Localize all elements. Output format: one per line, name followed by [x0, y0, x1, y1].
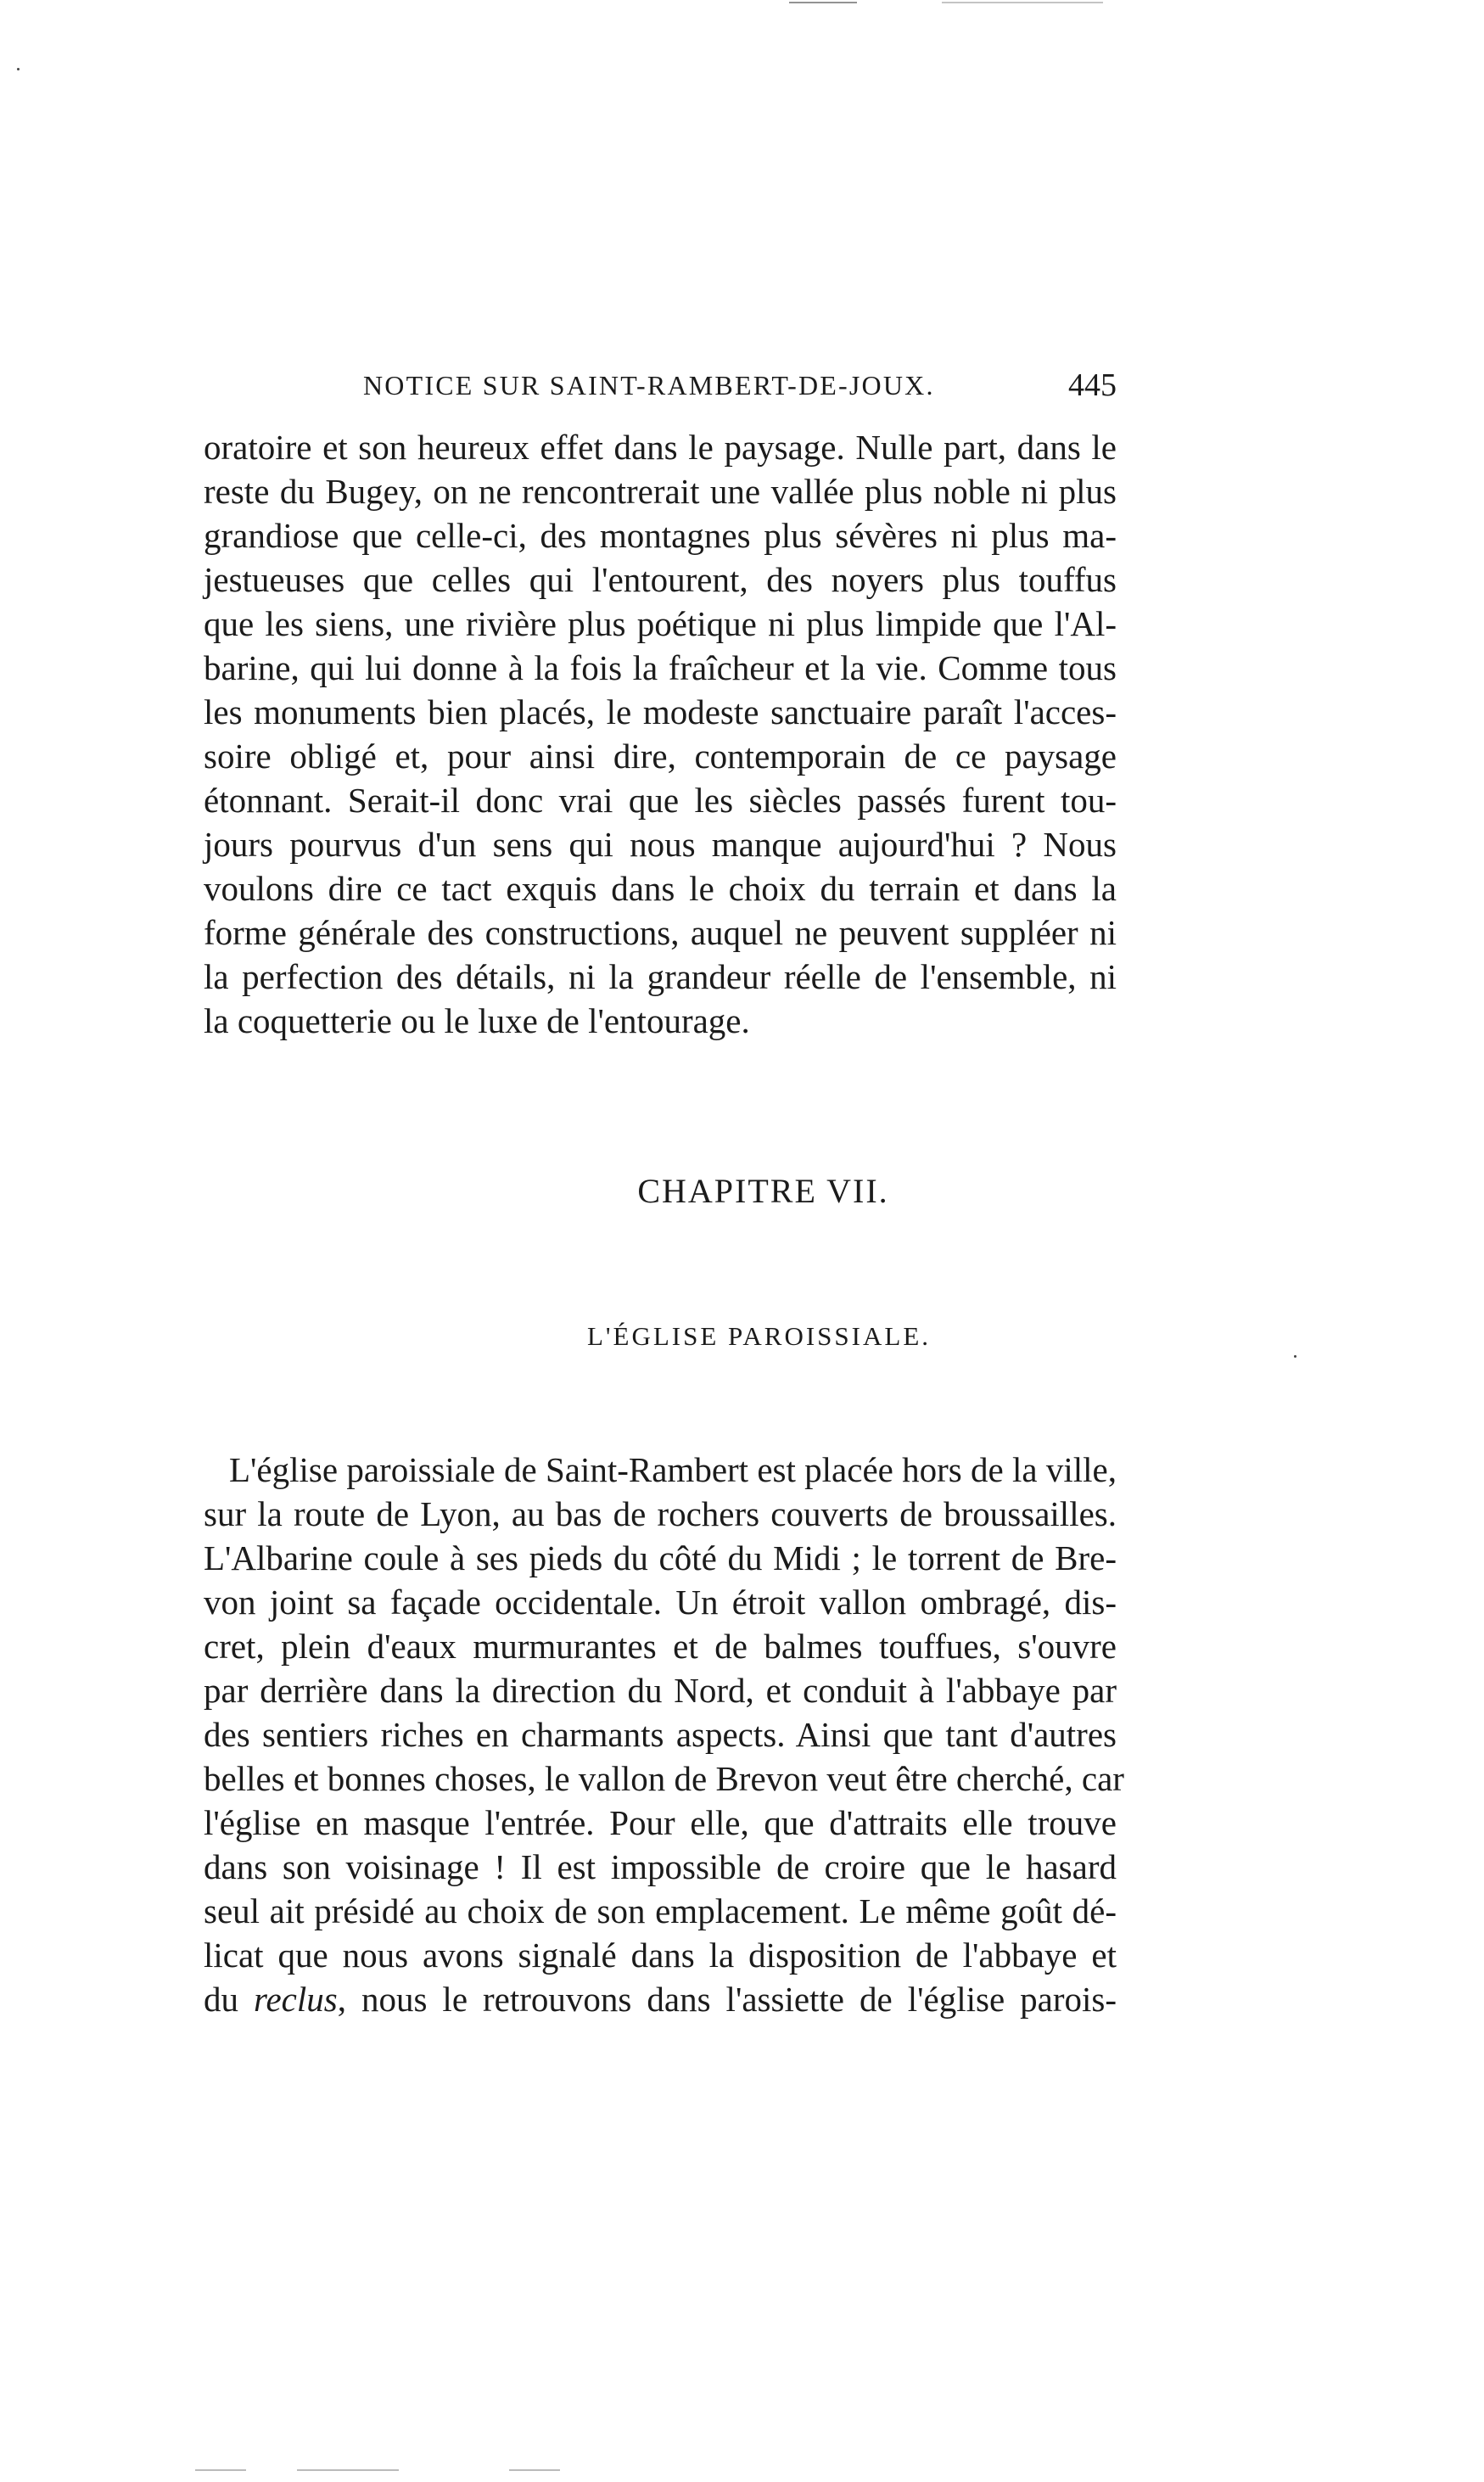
text-line: seul ait présidé au choix de son emplacement. Le même goût dé- [204, 1891, 1117, 1930]
text-line: cret, plein d'eaux murmurantes et de balmes touffues, s'ouvre [204, 1627, 1117, 1666]
chapter-title: CHAPITRE VII. [637, 1172, 889, 1210]
text-line: von joint sa façade occidentale. Un étroit vallon ombragé, dis- [204, 1583, 1117, 1622]
running-title: NOTICE SUR SAINT-RAMBERT-DE-JOUX. [363, 370, 935, 401]
text-line: dans son voisinage ! Il est impossible de croire que le hasard [204, 1847, 1117, 1886]
text-line: les monuments bien placés, le modeste sanctuaire paraît l'acces- [204, 692, 1117, 731]
text-line: reste du Bugey, on ne rencontrerait une vallée plus noble ni plus [204, 472, 1117, 511]
text-segment: , nous le retrouvons dans l'assiette de l'église parois- [337, 1980, 1117, 2019]
text-line: oratoire et son heureux effet dans le paysage. Nulle part, dans le [204, 428, 1117, 467]
text-line: belles et bonnes choses, le vallon de Brevon veut être cherché, car [204, 1759, 1124, 1798]
text-line: voulons dire ce tact exquis dans le choix du terrain et dans la [204, 869, 1117, 908]
page-number: 445 [1068, 367, 1117, 403]
scan-mark-top-1 [789, 2, 857, 3]
scan-mark-bottom-3 [509, 2469, 560, 2471]
text-line: l'église en masque l'entrée. Pour elle, que d'attraits elle trouve [204, 1803, 1117, 1842]
scan-mark-bottom-1 [195, 2469, 246, 2471]
scan-speck [17, 68, 20, 70]
text-line: jestueuses que celles qui l'entourent, des noyers plus touffus [204, 560, 1117, 599]
text-line: la coquetterie ou le luxe de l'entourage. [204, 1001, 750, 1040]
text-line: des sentiers riches en charmants aspects. Ainsi que tant d'autres [204, 1715, 1117, 1754]
scan-speck [1294, 1355, 1296, 1358]
text-line: barine, qui lui donne à la fois la fraîcheur et la vie. Comme tous [204, 648, 1117, 687]
text-line: que les siens, une rivière plus poétique ni plus limpide que l'Al- [204, 604, 1117, 643]
text-line: sur la route de Lyon, au bas de rochers couverts de broussailles. [204, 1494, 1117, 1533]
scan-mark-top-2 [942, 2, 1103, 3]
text-line: L'église paroissiale de Saint-Rambert est placée hors de la ville, [229, 1450, 1117, 1489]
text-line: soire obligé et, pour ainsi dire, contemporain de ce paysage [204, 737, 1117, 776]
scan-mark-bottom-2 [297, 2469, 399, 2471]
text-line: grandiose que celle-ci, des montagnes plus sévères ni plus ma- [204, 516, 1117, 555]
italic-word: reclus [254, 1980, 338, 2019]
text-line-final [204, 1982, 1117, 2017]
text-line: L'Albarine coule à ses pieds du côté du Midi ; le torrent de Bre- [204, 1538, 1117, 1577]
text-line: licat que nous avons signalé dans la disposition de l'abbaye et [204, 1936, 1117, 1975]
text-line: la perfection des détails, ni la grandeur réelle de l'ensemble, ni [204, 957, 1117, 996]
text-line: forme générale des constructions, auquel ne peuvent suppléer ni [204, 913, 1117, 952]
section-title: L'ÉGLISE PAROISSIALE. [586, 1321, 931, 1351]
page-header [204, 363, 1117, 411]
text-segment: du [204, 1980, 255, 2019]
text-line: étonnant. Serait-il donc vrai que les siècles passés furent tou- [204, 781, 1117, 820]
text-line: jours pourvus d'un sens qui nous manque aujourd'hui ? Nous [204, 825, 1117, 864]
text-line: par derrière dans la direction du Nord, et conduit à l'abbaye par [204, 1671, 1117, 1710]
